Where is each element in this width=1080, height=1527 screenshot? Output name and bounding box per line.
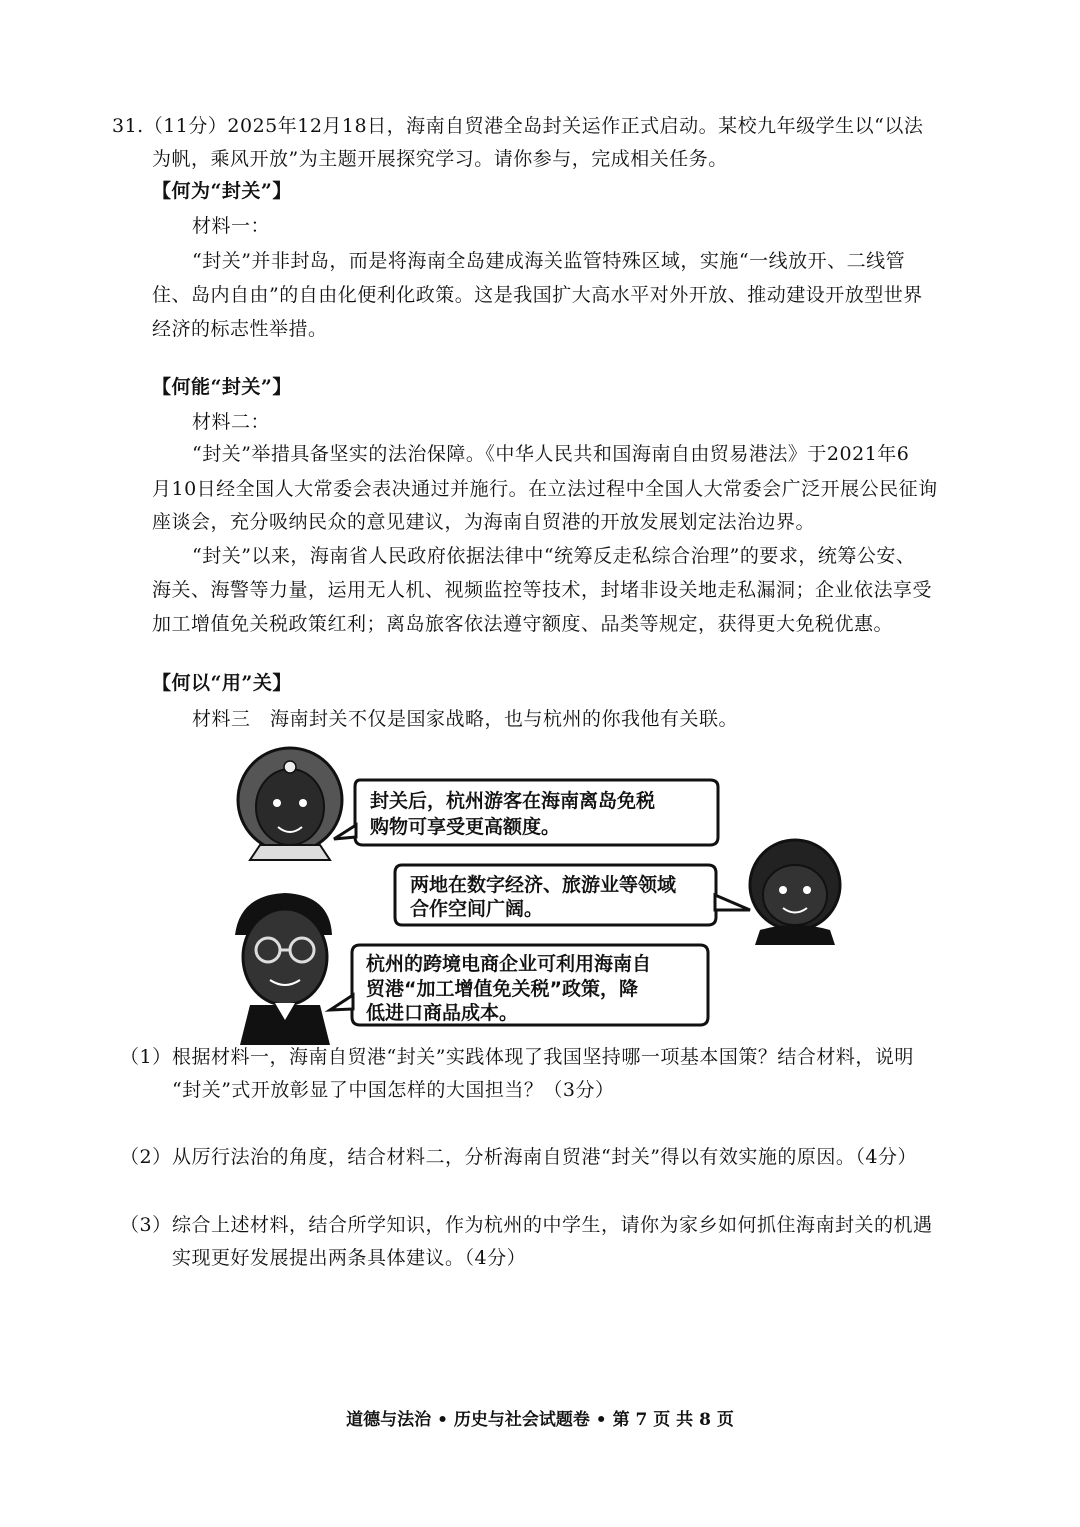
bubble-bottom-line3: 低进口商品成本。 <box>366 1002 519 1024</box>
material1-text-line: “封关”并非封岛，而是将海南全岛建成海关监管特殊区域，实施“一线放开、二线管 <box>192 250 906 272</box>
boy-illustration-icon <box>750 840 840 945</box>
question-header-line2: 为帆，乘风开放”为主题开展探究学习。请你参与，完成相关任务。 <box>152 148 728 170</box>
material3-line: 材料三 海南封关不仅是国家战略，也与杭州的你我他有关联。 <box>192 708 739 730</box>
bubble-middle-line2: 合作空间广阔。 <box>410 898 544 920</box>
material1-text-line: 经济的标志性举措。 <box>152 318 328 340</box>
subquestion-number: （3） <box>120 1214 172 1236</box>
speech-bubble-bottom <box>330 945 708 1025</box>
bubble-top-line2: 购物可享受更高额度。 <box>370 816 561 838</box>
material3-cartoon <box>230 745 870 1045</box>
bubble-top-line1: 封关后，杭州游客在海南离岛免税 <box>370 790 656 812</box>
material2-label: 材料二： <box>192 411 271 433</box>
subquestion-text: 综合上述材料，结合所学知识，作为杭州的中学生，请你为家乡如何抓住海南封关的机遇 <box>172 1214 933 1236</box>
material2-para2-line: “封关”以来，海南省人民政府依据法律中“统筹反走私综合治理”的要求，统筹公安、 <box>192 545 916 567</box>
subquestion-text: 实现更好发展提出两条具体建议。（4分） <box>172 1247 527 1269</box>
subquestion-text: 从厉行法治的角度，结合材料二，分析海南自贸港“封关”得以有效实施的原因。（4分） <box>172 1146 918 1168</box>
woman-illustration-icon <box>238 748 342 860</box>
subquestion-number: （1） <box>120 1046 172 1068</box>
bubble-middle-line1: 两地在数字经济、旅游业等领域 <box>410 874 677 896</box>
section2-title: 【何能“封关”】 <box>152 376 292 398</box>
material1-text-line: 住、岛内自由”的自由化便利化政策。这是我国扩大高水平对外开放、推动建设开放型世界 <box>152 284 923 306</box>
material2-para2-line: 海关、海警等力量，运用无人机、视频监控等技术，封堵非设关地走私漏洞；企业依法享受 <box>152 579 933 601</box>
bubble-bottom-line2: 贸港“加工增值免关税”政策，降 <box>366 978 638 1000</box>
material2-para1-line: “封关”举措具备坚实的法治保障。《中华人民共和国海南自由贸易港法》于2021年6 <box>192 443 910 465</box>
material2-para1-line: 月10日经全国人大常委会表决通过并施行。在立法过程中全国人大常委会广泛开展公民征询 <box>152 478 938 500</box>
man-with-glasses-illustration-icon <box>235 893 332 1045</box>
section1-title: 【何为“封关”】 <box>152 180 292 202</box>
speech-bubble-top <box>334 780 718 845</box>
subquestion-text: 根据材料一，海南自贸港“封关”实践体现了我国坚持哪一项基本国策？结合材料，说明 <box>172 1046 914 1068</box>
subquestion-text: “封关”式开放彰显了中国怎样的大国担当？（3分） <box>172 1079 615 1101</box>
material2-para2-line: 加工增值免关税政策红利；离岛旅客依法遵守额度、品类等规定，获得更大免税优惠。 <box>152 613 894 635</box>
speech-bubble-middle <box>395 865 750 925</box>
bubble-bottom-line1: 杭州的跨境电商企业可利用海南自 <box>366 953 652 975</box>
subquestion-number: （2） <box>120 1146 172 1168</box>
page-footer: 道德与法治 • 历史与社会试题卷 • 第 7 页 共 8 页 <box>346 1410 734 1430</box>
section3-title: 【何以“用”关】 <box>152 672 292 694</box>
material2-para1-line: 座谈会，充分吸纳民众的意见建议，为海南自贸港的开放发展划定法治边界。 <box>152 511 816 533</box>
question-header-line1: 31.（11分）2025年12月18日，海南自贸港全岛封关运作正式启动。某校九年级学生以“以法 <box>112 115 924 137</box>
material1-label: 材料一： <box>192 215 271 237</box>
